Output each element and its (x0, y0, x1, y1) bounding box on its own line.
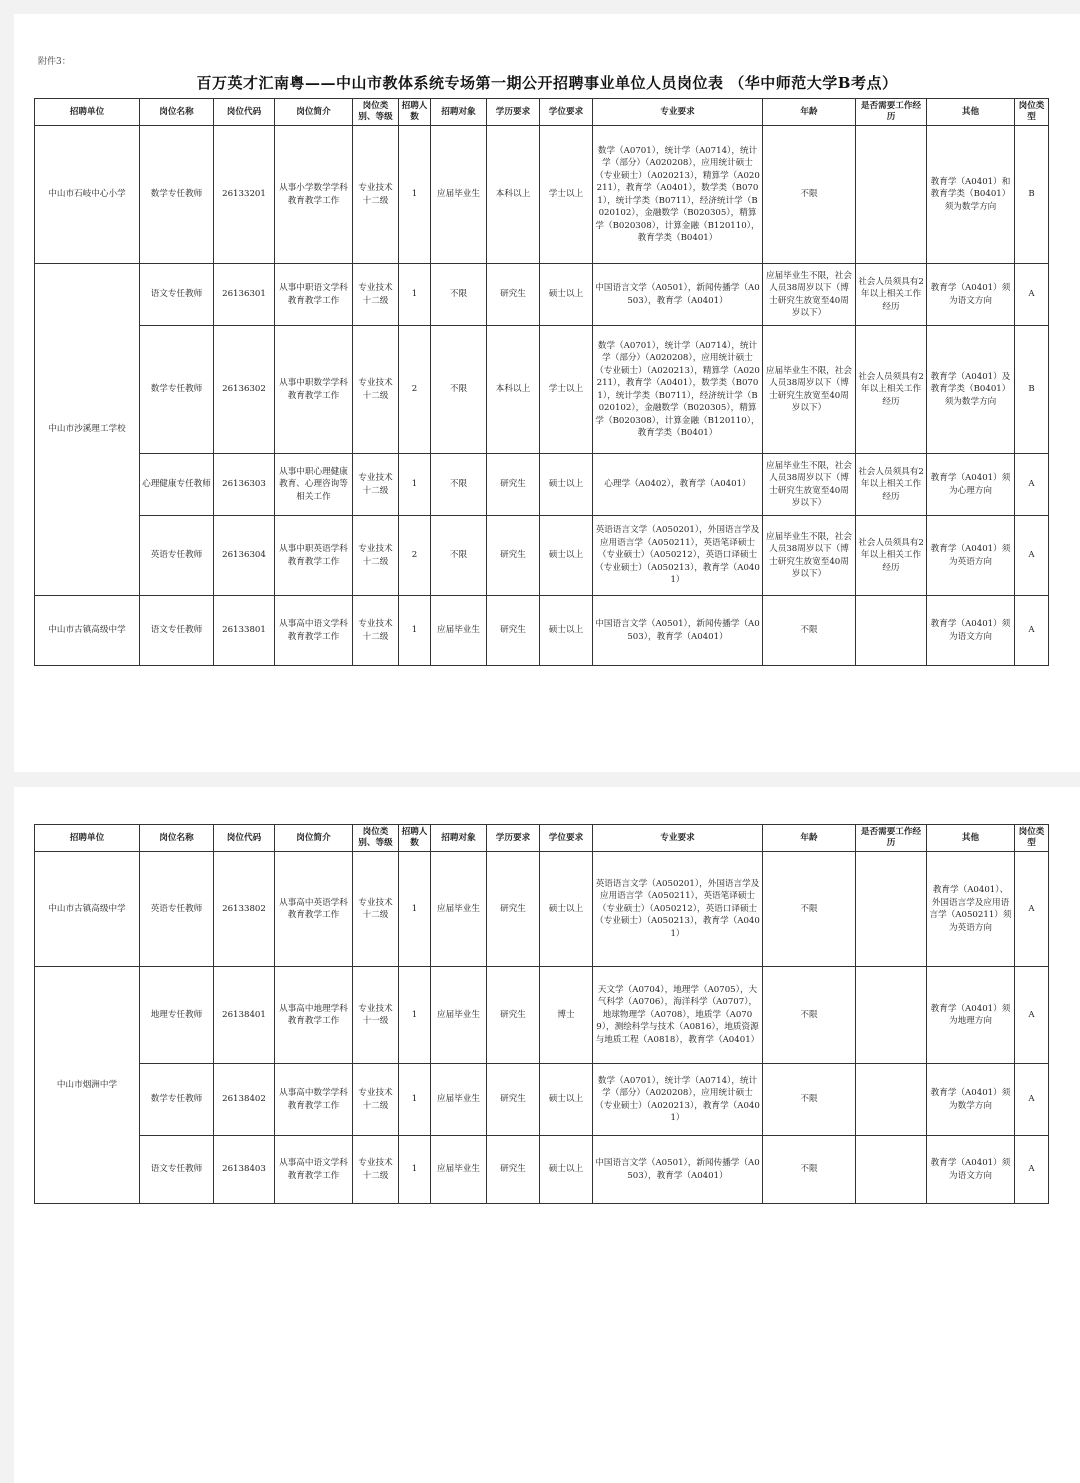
position-type-cell: B (1015, 126, 1049, 264)
position-name-cell: 英语专任教师 (140, 852, 214, 967)
other-cell: 教育学（A0401）须为英语方向 (927, 516, 1015, 596)
recruit-target-cell: 不限 (431, 454, 487, 516)
table-row (35, 454, 1049, 516)
age-cell: 不限 (763, 852, 856, 967)
category-level-cell: 专业技术十二级 (353, 126, 399, 264)
education-cell: 研究生 (487, 1136, 540, 1204)
education-cell: 研究生 (487, 264, 540, 326)
table-row (35, 1064, 1049, 1136)
headcount-cell: 1 (399, 967, 431, 1064)
category-level-cell: 专业技术十二级 (353, 454, 399, 516)
education-cell: 研究生 (487, 967, 540, 1064)
age-cell: 应届毕业生不限，社会人员38周岁以下（博士研究生放宽至40周岁以下） (763, 454, 856, 516)
table-header-row (35, 99, 1049, 126)
position-type-cell: A (1015, 852, 1049, 967)
degree-cell: 硕士以上 (540, 596, 593, 666)
experience-cell: 社会人员须具有2年以上相关工作经历 (856, 454, 927, 516)
other-cell: 教育学（A0401）须为数学方向 (927, 1064, 1015, 1136)
other-cell: 教育学（A0401）和教育学类（B0401）须为数学方向 (927, 126, 1015, 264)
header-major: 专业要求 (593, 99, 763, 126)
headcount-cell: 2 (399, 326, 431, 454)
experience-cell: 社会人员须具有2年以上相关工作经历 (856, 326, 927, 454)
header-major: 专业要求 (593, 825, 763, 852)
position-name-cell: 地理专任教师 (140, 967, 214, 1064)
position-intro-cell: 从事中职英语学科教育教学工作 (275, 516, 353, 596)
header-other: 其他 (927, 825, 1015, 852)
position-name-cell: 语文专任教师 (140, 1136, 214, 1204)
header-code: 岗位代码 (214, 825, 275, 852)
position-code-cell: 26136303 (214, 454, 275, 516)
headcount-cell: 1 (399, 1064, 431, 1136)
major-cell: 心理学（A0402），教育学（A0401） (593, 454, 763, 516)
education-cell: 研究生 (487, 1064, 540, 1136)
headcount-cell: 2 (399, 516, 431, 596)
position-intro-cell: 从事小学数学学科教育教学工作 (275, 126, 353, 264)
other-cell: 教育学（A0401）须为语文方向 (927, 1136, 1015, 1204)
header-code: 岗位代码 (214, 99, 275, 126)
header-unit: 招聘单位 (35, 825, 140, 852)
other-cell: 教育学（A0401）、外国语言学及应用语言学（A050211）须为英语方向 (927, 852, 1015, 967)
headcount-cell: 1 (399, 852, 431, 967)
header-education: 学历要求 (487, 99, 540, 126)
document-page-1 (14, 14, 1080, 772)
major-cell: 英语语言文学（A050201），外国语言学及应用语言学（A050211），英语笔译硕士（专业硕士）（A050212），英语口译硕士（专业硕士）（A050213），教育学（A0401） (593, 516, 763, 596)
position-name-cell: 英语专任教师 (140, 516, 214, 596)
recruit-target-cell: 应届毕业生 (431, 967, 487, 1064)
header-category: 岗位类别、等级 (353, 99, 399, 126)
recruit-target-cell: 应届毕业生 (431, 1064, 487, 1136)
recruiting-unit-cell: 中山市古镇高级中学 (35, 596, 140, 666)
document-title: 百万英才汇南粤——中山市教体系统专场第一期公开招聘事业单位人员岗位表 （华中师范大学B考点） (196, 74, 898, 92)
education-cell: 研究生 (487, 454, 540, 516)
position-intro-cell: 从事高中语文学科教育教学工作 (275, 596, 353, 666)
header-target: 招聘对象 (431, 825, 487, 852)
experience-cell (856, 126, 927, 264)
position-code-cell: 26138402 (214, 1064, 275, 1136)
position-name-cell: 语文专任教师 (140, 264, 214, 326)
age-cell: 应届毕业生不限，社会人员38周岁以下（博士研究生放宽至40周岁以下） (763, 264, 856, 326)
education-cell: 研究生 (487, 516, 540, 596)
table-row (35, 126, 1049, 264)
position-type-cell: A (1015, 1064, 1049, 1136)
experience-cell (856, 1064, 927, 1136)
recruiting-unit-cell: 中山市古镇高级中学 (35, 852, 140, 967)
recruiting-unit-cell: 中山市沙溪理工学校 (35, 264, 140, 596)
recruiting-unit-cell: 中山市烟洲中学 (35, 967, 140, 1204)
header-degree: 学位要求 (540, 825, 593, 852)
major-cell: 中国语言文学（A0501），新闻传播学（A0503），教育学（A0401） (593, 596, 763, 666)
category-level-cell: 专业技术十二级 (353, 326, 399, 454)
age-cell: 应届毕业生不限，社会人员38周岁以下（博士研究生放宽至40周岁以下） (763, 516, 856, 596)
header-intro: 岗位简介 (275, 99, 353, 126)
category-level-cell: 专业技术十二级 (353, 516, 399, 596)
major-cell: 英语语言文学（A050201），外国语言学及应用语言学（A050211），英语笔译硕士（专业硕士）（A050212），英语口译硕士（专业硕士）（A050213），教育学（A0401） (593, 852, 763, 967)
table-row (35, 516, 1049, 596)
header-degree: 学位要求 (540, 99, 593, 126)
degree-cell: 学士以上 (540, 326, 593, 454)
recruit-target-cell: 应届毕业生 (431, 1136, 487, 1204)
position-intro-cell: 从事高中地理学科教育教学工作 (275, 967, 353, 1064)
other-cell: 教育学（A0401）须为地理方向 (927, 967, 1015, 1064)
experience-cell: 社会人员须具有2年以上相关工作经历 (856, 264, 927, 326)
degree-cell: 硕士以上 (540, 1064, 593, 1136)
degree-cell: 硕士以上 (540, 264, 593, 326)
recruiting-unit-cell: 中山市石岐中心小学 (35, 126, 140, 264)
header-type: 岗位类型 (1015, 99, 1049, 126)
header-other: 其他 (927, 99, 1015, 126)
recruit-target-cell: 不限 (431, 516, 487, 596)
table-row (35, 1136, 1049, 1204)
position-type-cell: B (1015, 326, 1049, 454)
header-unit: 招聘单位 (35, 99, 140, 126)
position-name-cell: 数学专任教师 (140, 326, 214, 454)
position-type-cell: A (1015, 264, 1049, 326)
headcount-cell: 1 (399, 264, 431, 326)
education-cell: 本科以上 (487, 326, 540, 454)
category-level-cell: 专业技术十二级 (353, 852, 399, 967)
major-cell: 天文学（A0704），地理学（A0705），大气科学（A0706），海洋科学（A0707），地球物理学（A0708），地质学（A0709），测绘科学与技术（A0816），地质资源与地质工程（A0818），教育学（A0401） (593, 967, 763, 1064)
table-row (35, 326, 1049, 454)
position-intro-cell: 从事中职心理健康教育、心理咨询等相关工作 (275, 454, 353, 516)
position-name-cell: 语文专任教师 (140, 596, 214, 666)
position-code-cell: 26136302 (214, 326, 275, 454)
headcount-cell: 1 (399, 1136, 431, 1204)
positions-table-page-2 (34, 824, 1049, 1204)
age-cell: 不限 (763, 967, 856, 1064)
other-cell: 教育学（A0401）须为心理方向 (927, 454, 1015, 516)
recruit-target-cell: 应届毕业生 (431, 852, 487, 967)
degree-cell: 硕士以上 (540, 852, 593, 967)
position-code-cell: 26138401 (214, 967, 275, 1064)
header-experience: 是否需要工作经历 (856, 825, 927, 852)
major-cell: 数学（A0701），统计学（A0714），统计学（部分）（A020208），应用统计硕士（专业硕士）（A020213），教育学（A0401） (593, 1064, 763, 1136)
position-code-cell: 26138403 (214, 1136, 275, 1204)
position-type-cell: A (1015, 1136, 1049, 1204)
position-name-cell: 数学专任教师 (140, 1064, 214, 1136)
recruit-target-cell: 应届毕业生 (431, 596, 487, 666)
category-level-cell: 专业技术十二级 (353, 264, 399, 326)
position-intro-cell: 从事高中语文学科教育教学工作 (275, 1136, 353, 1204)
header-count: 招聘人数 (399, 825, 431, 852)
age-cell: 不限 (763, 1136, 856, 1204)
major-cell: 数学（A0701），统计学（A0714），统计学（部分）（A020208），应用统计硕士（专业硕士）（A020213），精算学（A020211），教育学（A0401），数学类（B0701），统计学类（B0711），经济统计学（B020102），金融数学（B020305），精算学（B020308），计算金融（B120110），教育学类（B0401） (593, 326, 763, 454)
category-level-cell: 专业技术十二级 (353, 596, 399, 666)
table-row (35, 596, 1049, 666)
header-education: 学历要求 (487, 825, 540, 852)
header-position: 岗位名称 (140, 99, 214, 126)
headcount-cell: 1 (399, 454, 431, 516)
table-row (35, 967, 1049, 1064)
position-type-cell: A (1015, 596, 1049, 666)
category-level-cell: 专业技术十二级 (353, 1136, 399, 1204)
age-cell: 应届毕业生不限，社会人员38周岁以下（博士研究生放宽至40周岁以下） (763, 326, 856, 454)
table-row (35, 852, 1049, 967)
education-cell: 研究生 (487, 596, 540, 666)
header-category: 岗位类别、等级 (353, 825, 399, 852)
position-code-cell: 26136301 (214, 264, 275, 326)
major-cell: 中国语言文学（A0501），新闻传播学（A0503），教育学（A0401） (593, 1136, 763, 1204)
header-age: 年龄 (763, 99, 856, 126)
experience-cell (856, 852, 927, 967)
header-type: 岗位类型 (1015, 825, 1049, 852)
major-cell: 数学（A0701），统计学（A0714），统计学（部分）（A020208），应用统计硕士（专业硕士）（A020213），精算学（A020211），教育学（A0401），数学类（B0701），统计学类（B0711），经济统计学（B020102），金融数学（B020305），精算学（B020308），计算金融（B120110），教育学类（B0401） (593, 126, 763, 264)
education-cell: 研究生 (487, 852, 540, 967)
age-cell: 不限 (763, 126, 856, 264)
header-target: 招聘对象 (431, 99, 487, 126)
experience-cell: 社会人员须具有2年以上相关工作经历 (856, 516, 927, 596)
experience-cell (856, 596, 927, 666)
header-count: 招聘人数 (399, 99, 431, 126)
position-intro-cell: 从事高中英语学科教育教学工作 (275, 852, 353, 967)
other-cell: 教育学（A0401）及教育学类（B0401）须为数学方向 (927, 326, 1015, 454)
table-row (35, 264, 1049, 326)
other-cell: 教育学（A0401）须为语文方向 (927, 596, 1015, 666)
degree-cell: 博士 (540, 967, 593, 1064)
headcount-cell: 1 (399, 596, 431, 666)
position-type-cell: A (1015, 967, 1049, 1064)
recruit-target-cell: 不限 (431, 326, 487, 454)
position-code-cell: 26133802 (214, 852, 275, 967)
attachment-label: 附件3： (38, 57, 71, 67)
position-code-cell: 26133801 (214, 596, 275, 666)
positions-table-page-1 (34, 98, 1049, 666)
degree-cell: 硕士以上 (540, 1136, 593, 1204)
education-cell: 本科以上 (487, 126, 540, 264)
experience-cell (856, 1136, 927, 1204)
position-type-cell: A (1015, 454, 1049, 516)
position-type-cell: A (1015, 516, 1049, 596)
degree-cell: 硕士以上 (540, 516, 593, 596)
recruit-target-cell: 应届毕业生 (431, 126, 487, 264)
header-age: 年龄 (763, 825, 856, 852)
position-intro-cell: 从事中职语文学科教育教学工作 (275, 264, 353, 326)
position-name-cell: 心理健康专任教师 (140, 454, 214, 516)
recruit-target-cell: 不限 (431, 264, 487, 326)
major-cell: 中国语言文学（A0501），新闻传播学（A0503），教育学（A0401） (593, 264, 763, 326)
degree-cell: 硕士以上 (540, 454, 593, 516)
experience-cell (856, 967, 927, 1064)
document-page-2 (14, 787, 1080, 1483)
headcount-cell: 1 (399, 126, 431, 264)
position-intro-cell: 从事中职数学学科教育教学工作 (275, 326, 353, 454)
degree-cell: 学士以上 (540, 126, 593, 264)
other-cell: 教育学（A0401）须为语文方向 (927, 264, 1015, 326)
age-cell: 不限 (763, 1064, 856, 1136)
position-code-cell: 26136304 (214, 516, 275, 596)
header-experience: 是否需要工作经历 (856, 99, 927, 126)
category-level-cell: 专业技术十二级 (353, 1064, 399, 1136)
table-header-row (35, 825, 1049, 852)
header-position: 岗位名称 (140, 825, 214, 852)
position-intro-cell: 从事高中数学学科教育教学工作 (275, 1064, 353, 1136)
position-name-cell: 数学专任教师 (140, 126, 214, 264)
age-cell: 不限 (763, 596, 856, 666)
position-code-cell: 26133201 (214, 126, 275, 264)
header-intro: 岗位简介 (275, 825, 353, 852)
category-level-cell: 专业技术十一级 (353, 967, 399, 1064)
